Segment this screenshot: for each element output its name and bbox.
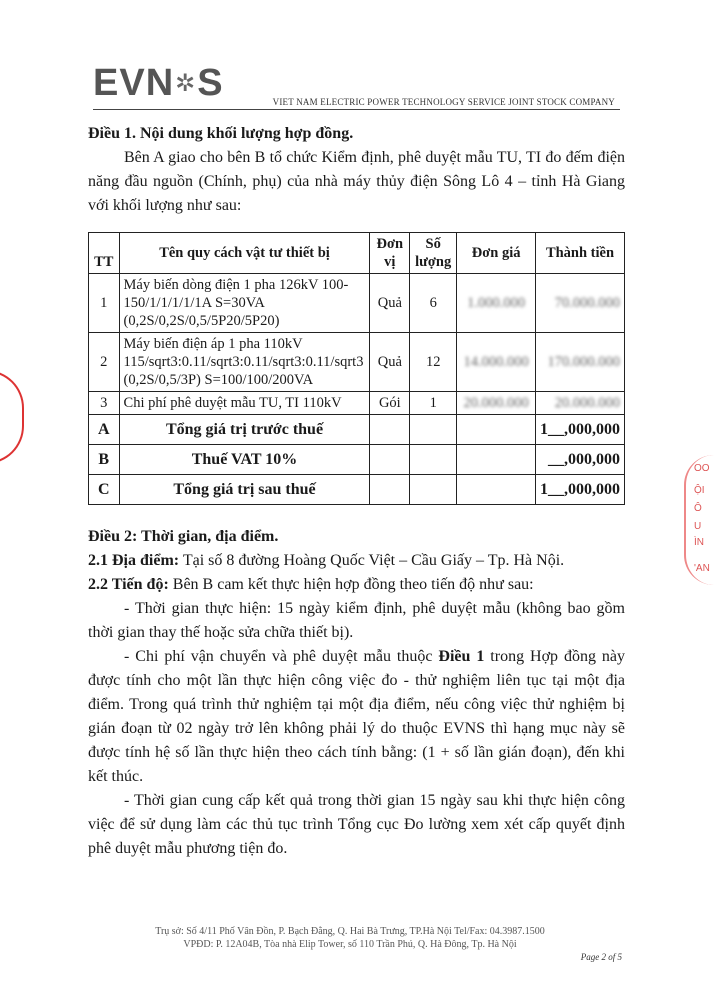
footer-address: Trụ sở: Số 4/11 Phố Vân Đồn, P. Bạch Đằng, Q. Hai Bà Trưng, TP.Hà Nội Tel/Fax: 04.3987.1500 [155,926,545,937]
col-name: Tên quy cách vật tư thiết bị [119,233,370,274]
cell-qty: 12 [410,333,457,392]
section1-title: Điều 1. Nội dung khối lượng hợp đồng. [88,125,354,142]
table-header-row [89,233,625,274]
company-tagline: VIET NAM ELECTRIC POWER TECHNOLOGY SERVICE JOINT STOCK COMPANY [272,97,615,107]
evns-logo: EVN ✲ S [93,62,224,104]
cell-unit: Gói [370,392,410,415]
cell-amount: 20.000.000 [536,392,625,415]
cell-qty: 6 [410,274,457,333]
cell-price: 20.000.000 [457,392,536,415]
section2-title: Điều 2: Thời gian, địa điểm. [88,528,279,545]
cell-tt: C [89,475,120,505]
cell-tt: 2 [89,333,120,392]
cell-price: 14.000.000 [457,333,536,392]
cell-name: Chi phí phê duyệt mẫu TU, TI 110kV [119,392,370,415]
cell-unit: Quả [370,274,410,333]
page-footer [0,925,700,951]
progress-item-1: - Thời gian thực hiện: 15 ngày kiểm định, phê duyệt mẫu (không bao gồm thời gian thay thế hoặc sửa chữa thiết bị). [88,600,625,641]
cell-price: 1.000.000 [457,274,536,333]
section1-intro: Bên A giao cho bên B tổ chức Kiểm định, phê duyệt mẫu TU, TI đo đếm điện năng đầu nguồn (Chính, phụ) của nhà máy thủy điện Sông Lô 4 – tỉnh Hà Giang với khối lượng như sau: [88,149,625,214]
cell-name: Máy biến điện áp 1 pha 110kV 115/sqrt3:0.11/sqrt3:0.11/sqrt3:0.11/sqrt3 (0,2S/0,5/3P) S=100/100/200VA [119,333,370,392]
cell-name: Máy biến dòng điện 1 pha 126kV 100-150/1/1/1/1/1A S=30VA (0,2S/0,2S/0,5/5P20/5P20) [119,274,370,333]
total-row [89,445,625,475]
document-body [88,122,625,861]
progress-item-3: - Thời gian cung cấp kết quả trong thời gian 15 ngày sau khi thực hiện công việc để sử dụng làm các thủ tục trình Tổng cục Đo lường xem xét cấp quyết định phê duyệt mẫu phương tiện đo. [88,792,625,857]
cell-tt: B [89,445,120,475]
table-row [89,392,625,415]
stamp-text: 'AN [694,563,710,574]
table-row [89,333,625,392]
col-price: Đơn giá [457,233,536,274]
total-amount: __,000,000 [536,445,625,475]
star-icon: ✲ [175,70,197,97]
total-label: Thuế VAT 10% [119,445,370,475]
table-row [89,274,625,333]
col-tt: TT [89,233,120,274]
progress-label: 2.2 Tiến độ: [88,576,169,593]
footer-office: VPĐD: P. 12A04B, Tòa nhà Elip Tower, số 110 Trần Phú, Q. Hà Đông, Tp. Hà Nội [183,939,517,950]
progress-paragraph [88,573,625,597]
stamp-text: ỘI [694,485,705,496]
cell-unit: Quả [370,333,410,392]
col-unit: Đơn vị [370,233,410,274]
stamp-mark-right [684,455,714,585]
cell-tt: 1 [89,274,120,333]
cell-tt: 3 [89,392,120,415]
total-label: Tổng giá trị trước thuế [119,415,370,445]
total-amount: 1__,000,000 [536,415,625,445]
progress-text: Bên B cam kết thực hiện hợp đồng theo tiến độ như sau: [172,576,534,593]
location-label: 2.1 Địa điểm: [88,552,180,569]
col-amount: Thành tiền [536,233,625,274]
cell-qty: 1 [410,392,457,415]
page-number: Page 2 of 5 [580,952,622,962]
cell-amount: 170.000.000 [536,333,625,392]
stamp-text: U [694,521,702,532]
stamp-text: Ô [694,503,702,514]
cell-amount: 70.000.000 [536,274,625,333]
location-paragraph [88,549,625,573]
total-label: Tổng giá trị sau thuế [119,475,370,505]
total-row [89,475,625,505]
total-amount: 1__,000,000 [536,475,625,505]
col-qty: Số lượng [410,233,457,274]
stamp-mark-left [0,370,24,464]
stamp-text: ÌN [694,537,704,548]
stamp-text: OO [694,463,710,474]
location-text: Tại số 8 đường Hoàng Quốc Việt – Cầu Giấy – Tp. Hà Nội. [182,552,565,569]
cell-tt: A [89,415,120,445]
header-divider [93,109,620,110]
contract-volume-table [88,232,625,505]
total-row [89,415,625,445]
progress-item-2: - Chi phí vận chuyển và phê duyệt mẫu thuộc Điều 1 trong Hợp đồng này được tính cho một lần thực hiện công việc đo - thử nghiệm liên tục tại một địa điểm. Trong quá trình thử nghiệm tại một địa điểm, nếu công việc thử nghiệm bị gián đoạn từ 02 ngày trở lên không phải lý do thuộc EVNS thì hạng mục này sẽ được tính hệ số lần thực hiện theo cách tính bằng: (1 + số lần gián đoạn), đến khi kết thúc. [88,648,625,785]
